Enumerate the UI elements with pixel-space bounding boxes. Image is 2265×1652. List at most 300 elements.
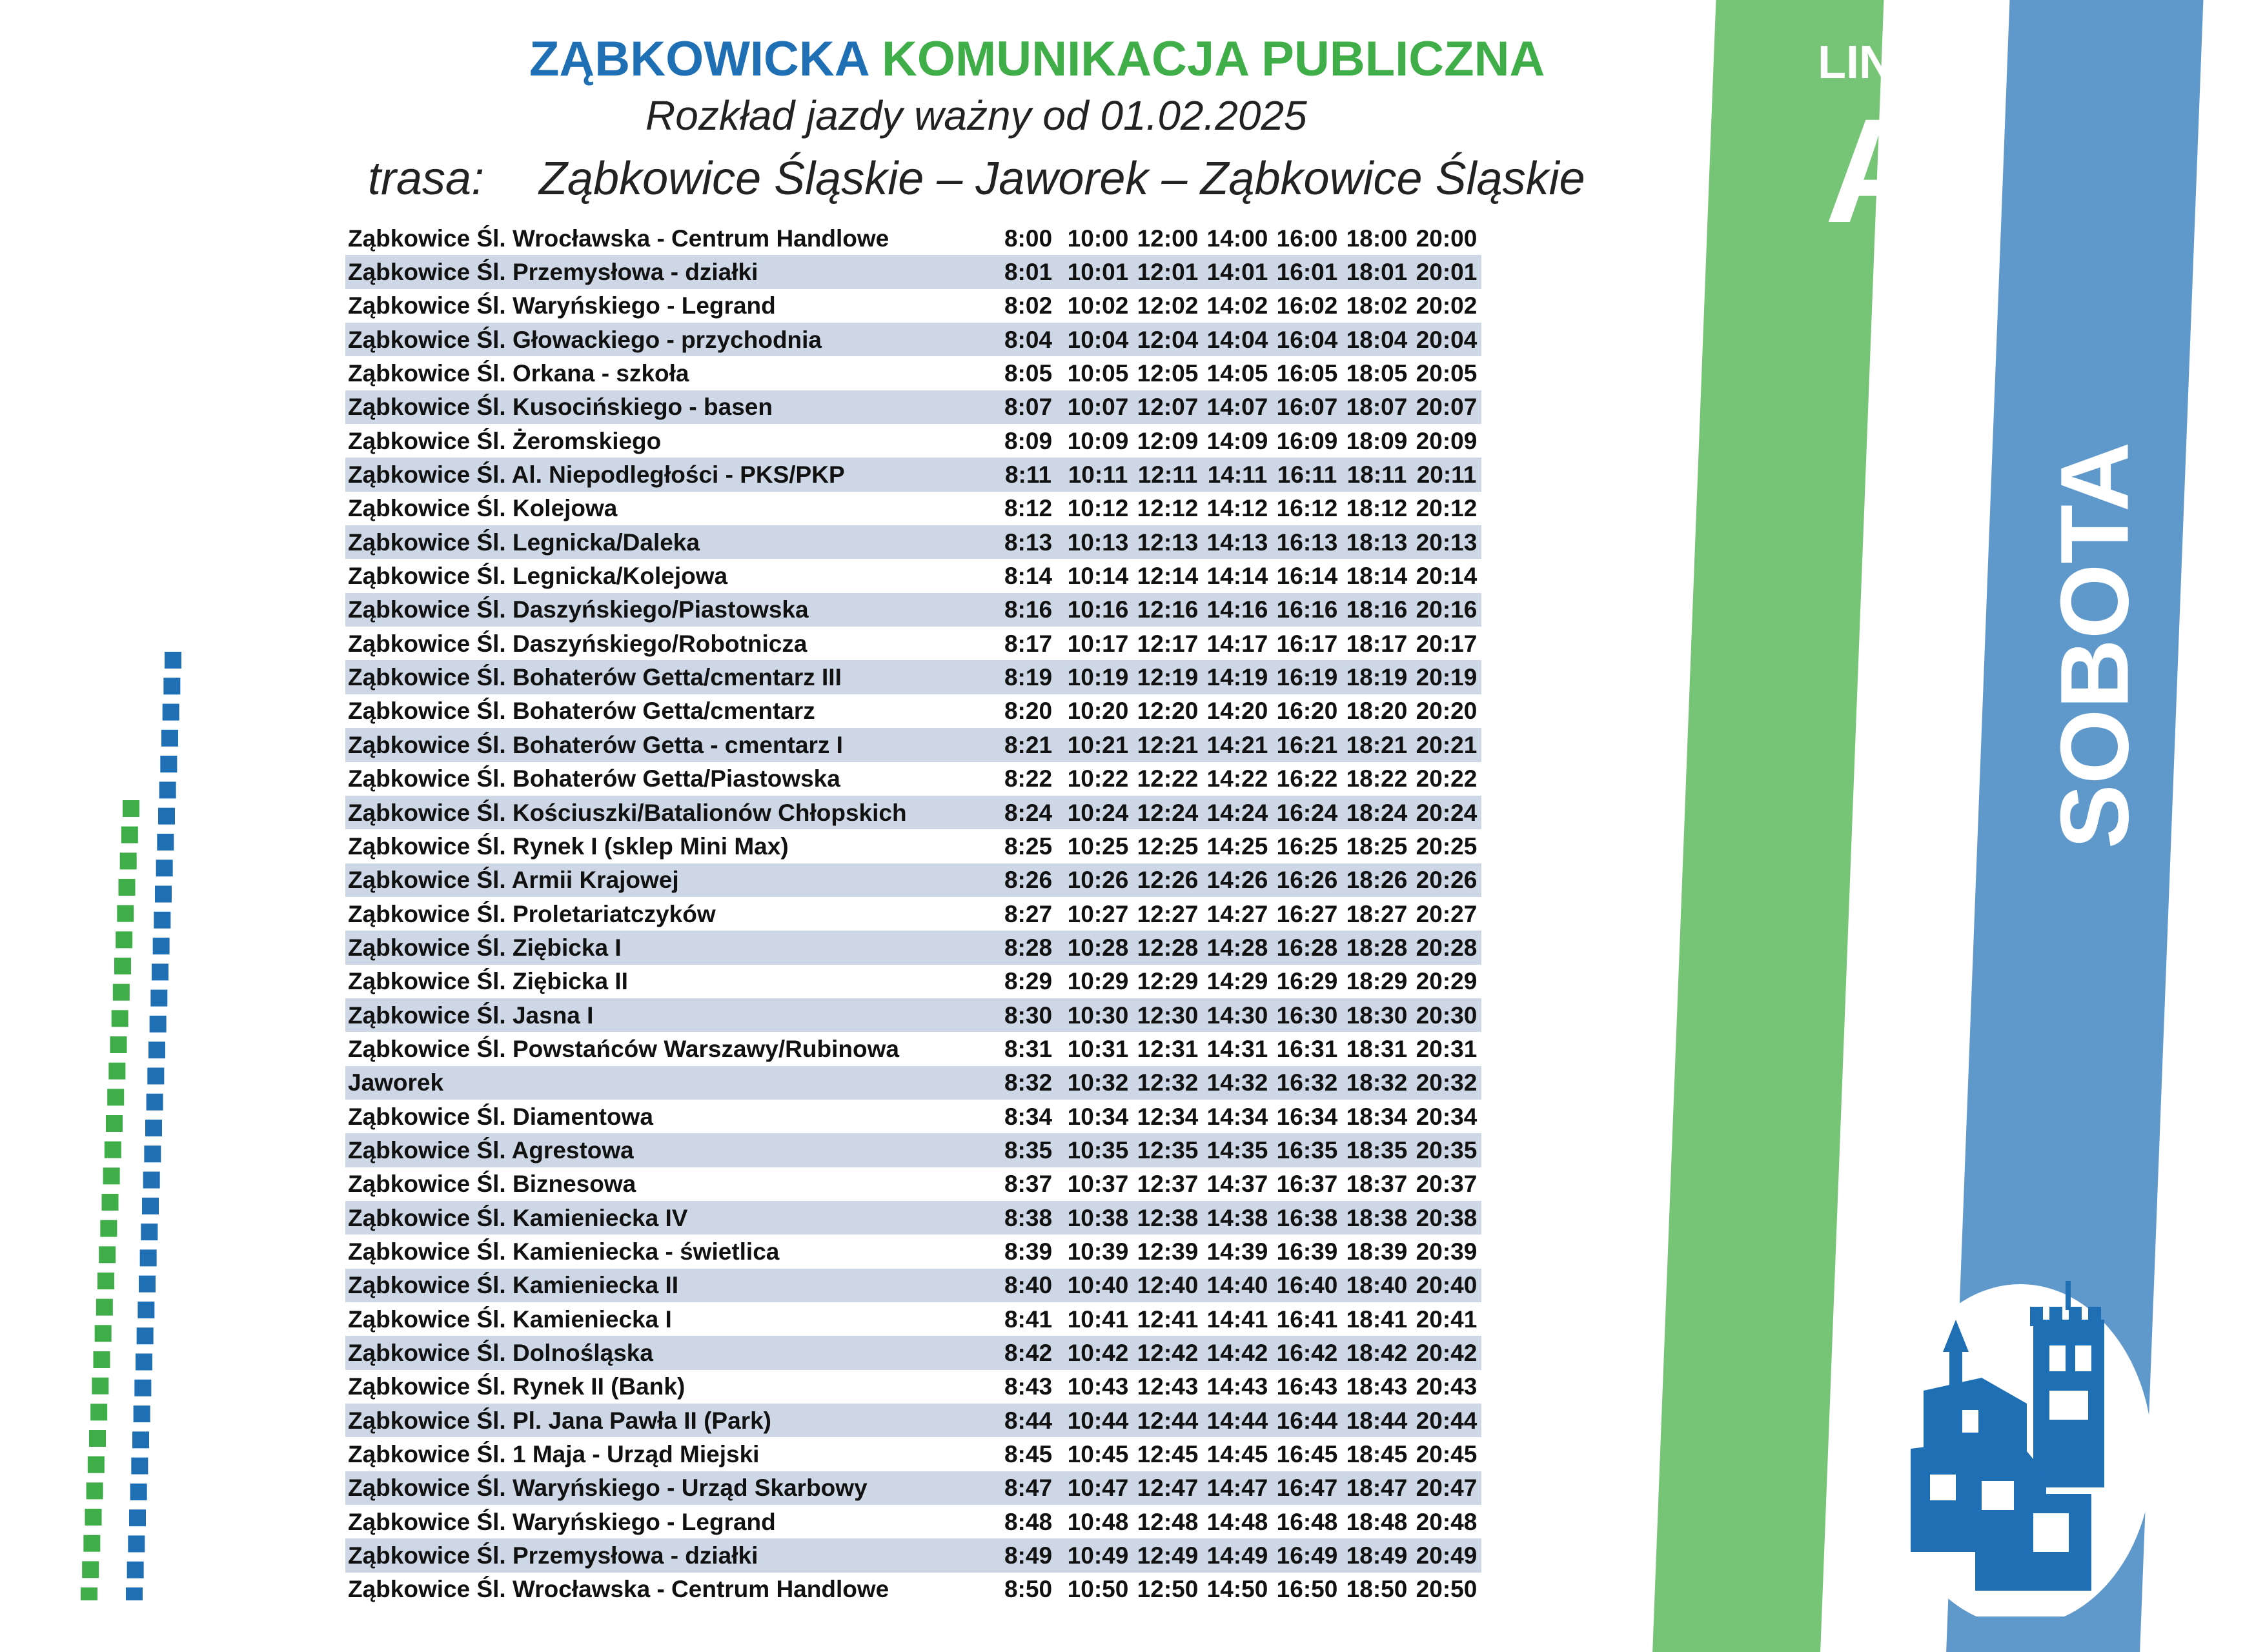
departure-time: 10:28 [1063,931,1133,964]
table-row [345,796,1481,829]
departure-time: 18:27 [1346,900,1408,927]
stop-name: Ząbkowice Śl. Kamieniecka II [345,1269,993,1302]
table-row [345,829,1481,863]
departure-time: 20:41 [1416,1305,1478,1333]
departure-time: 18:20 [1346,698,1408,725]
departure-time: 20:49 [1412,1538,1481,1572]
departure-time: 14:05 [1206,360,1268,387]
title-part-blue: ZĄBKOWICKA [529,32,868,86]
departure-time: 10:02 [1067,292,1129,319]
departure-time: 16:47 [1272,1471,1342,1505]
departure-time: 18:28 [1342,931,1412,964]
departure-time: 12:49 [1133,1538,1203,1572]
departure-time: 16:22 [1276,765,1338,792]
dot [92,1378,108,1395]
departure-time: 14:48 [1206,1508,1268,1535]
departure-time: 18:13 [1342,525,1412,559]
departure-time: 18:24 [1342,796,1412,829]
dot [150,990,167,1007]
stop-name: Ząbkowice Śl. Przemysłowa - działki [345,1538,993,1572]
departure-time: 8:05 [1004,360,1053,387]
dot [147,1067,164,1084]
departure-time: 10:04 [1063,323,1133,356]
departure-time: 12:43 [1137,1373,1199,1400]
departure-time: 10:41 [1067,1305,1129,1333]
departure-time: 12:45 [1137,1441,1199,1468]
departure-time: 16:02 [1276,292,1338,319]
departure-time: 10:43 [1067,1373,1129,1400]
dot [108,1063,125,1080]
departure-time: 18:01 [1342,255,1412,288]
dot [129,1509,146,1526]
departure-time: 8:42 [993,1336,1063,1369]
departure-time: 16:01 [1272,255,1342,288]
departure-time: 20:19 [1412,660,1481,694]
dot [126,1587,143,1600]
departure-time: 20:34 [1416,1103,1478,1130]
dot [121,827,138,843]
departure-time: 20:31 [1416,1035,1478,1062]
departure-time: 18:35 [1342,1133,1412,1167]
stop-name: Ząbkowice Śl. Głowackiego - przychodnia [345,323,993,356]
departure-time: 10:42 [1063,1336,1133,1369]
departure-time: 12:42 [1133,1336,1203,1369]
departure-time: 14:28 [1203,931,1272,964]
table-row [345,1234,1481,1268]
table-row [345,356,1481,390]
departure-time: 20:24 [1412,796,1481,829]
departure-time: 20:01 [1412,255,1481,288]
departure-time: 18:42 [1342,1336,1412,1369]
departure-time: 10:25 [1067,832,1129,860]
dot [82,1561,99,1578]
table-row [345,289,1481,323]
departure-time: 18:26 [1342,863,1412,897]
departure-time: 12:32 [1133,1066,1203,1100]
stop-name: Ząbkowice Śl. Kamieniecka IV [345,1201,993,1234]
departure-time: 10:29 [1067,968,1129,995]
departure-time: 10:44 [1063,1404,1133,1437]
stop-name: Ząbkowice Śl. Kusocińskiego - basen [345,390,993,424]
stop-name: Ząbkowice Śl. Kościuszki/Batalionów Chłopskich [345,796,993,829]
departure-time: 18:09 [1346,427,1408,454]
departure-time: 16:45 [1276,1441,1338,1468]
departure-time: 14:25 [1206,832,1268,860]
departure-time: 10:30 [1063,998,1133,1032]
departure-time: 14:12 [1206,495,1268,522]
departure-time: 18:00 [1346,225,1408,252]
departure-time: 8:19 [993,660,1063,694]
departure-time: 16:28 [1272,931,1342,964]
dot [88,1456,105,1473]
table-row [345,255,1481,288]
departure-time: 14:02 [1206,292,1268,319]
route-label: trasa: [368,153,485,205]
table-row [345,1471,1481,1505]
departure-time: 18:44 [1342,1404,1412,1437]
stop-name: Ząbkowice Śl. 1 Maja - Urząd Miejski [348,1441,760,1468]
stop-name: Ząbkowice Śl. Pl. Jana Pawła II (Park) [345,1404,993,1437]
table-row [345,1437,1481,1471]
departure-time: 14:07 [1203,390,1272,424]
departure-time: 18:21 [1342,728,1412,761]
dot [105,1142,121,1158]
departure-time: 14:13 [1203,525,1272,559]
departure-time: 10:39 [1067,1238,1129,1265]
dot [96,1299,113,1316]
dot [137,1327,154,1344]
departure-time: 10:37 [1067,1171,1129,1198]
dot [106,1115,123,1132]
table-row [345,1404,1481,1437]
departure-time: 18:39 [1346,1238,1408,1265]
departure-time: 18:47 [1342,1471,1412,1505]
departure-time: 16:43 [1276,1373,1338,1400]
departure-time: 16:42 [1272,1336,1342,1369]
departure-time: 8:16 [993,593,1063,627]
departure-time: 10:48 [1067,1508,1129,1535]
table-row [345,1573,1481,1606]
dot [114,958,131,974]
stop-name: Ząbkowice Śl. Agrestowa [345,1133,993,1167]
dot [81,1587,97,1600]
departure-time: 12:50 [1137,1576,1199,1603]
departure-time: 10:32 [1063,1066,1133,1100]
dot [163,678,180,694]
table-row [345,728,1481,761]
departure-time: 10:27 [1067,900,1129,927]
departure-time: 14:30 [1203,998,1272,1032]
departure-time: 8:30 [993,998,1063,1032]
departure-time: 8:20 [1004,698,1053,725]
departure-time: 16:00 [1276,225,1338,252]
departure-time: 14:29 [1206,968,1268,995]
departure-time: 14:11 [1203,458,1272,491]
dot [103,1167,120,1184]
departure-time: 20:39 [1416,1238,1478,1265]
departure-time: 12:07 [1133,390,1203,424]
departure-time: 20:40 [1412,1269,1481,1302]
departure-time: 20:30 [1412,998,1481,1032]
departure-time: 8:11 [993,458,1063,491]
departure-time: 16:25 [1276,832,1338,860]
departure-time: 14:50 [1206,1576,1268,1603]
departure-time: 10:22 [1067,765,1129,792]
dot [145,1120,162,1136]
departure-time: 12:40 [1133,1269,1203,1302]
departure-time: 18:41 [1346,1305,1408,1333]
table-row [345,1505,1481,1538]
departure-time: 16:26 [1272,863,1342,897]
departure-time: 20:42 [1412,1336,1481,1369]
departure-time: 16:04 [1272,323,1342,356]
departure-time: 8:07 [993,390,1063,424]
departure-time: 14:19 [1203,660,1272,694]
departure-time: 18:37 [1346,1171,1408,1198]
stop-name: Ząbkowice Śl. Jasna I [345,998,993,1032]
departure-time: 16:27 [1276,900,1338,927]
departure-time: 12:05 [1137,360,1199,387]
departure-time: 14:44 [1203,1404,1272,1437]
table-row [345,458,1481,491]
table-row [345,694,1481,728]
dot [110,1036,127,1053]
timetable [345,221,1481,1606]
dot [131,1458,148,1475]
green-dotted-line [81,800,139,1600]
dot [123,800,139,817]
dot [120,852,137,869]
departure-time: 12:02 [1137,292,1199,319]
dot [161,730,178,747]
departure-time: 14:16 [1203,593,1272,627]
table-row [345,762,1481,796]
departure-time: 12:26 [1133,863,1203,897]
departure-time: 10:09 [1067,427,1129,454]
departure-time: 12:25 [1137,832,1199,860]
departure-time: 10:49 [1063,1538,1133,1572]
departure-time: 14:17 [1206,630,1268,657]
departure-time: 10:31 [1067,1035,1129,1062]
departure-time: 10:20 [1067,698,1129,725]
table-row [345,965,1481,998]
departure-time: 16:49 [1272,1538,1342,1572]
departure-time: 16:12 [1276,495,1338,522]
table-row [345,390,1481,424]
departure-time: 20:09 [1416,427,1478,454]
departure-time: 12:35 [1133,1133,1203,1167]
departure-time: 10:13 [1063,525,1133,559]
departure-time: 8:14 [1004,563,1053,590]
page-title [529,31,1545,87]
departure-time: 12:16 [1133,593,1203,627]
table-row [345,897,1481,931]
departure-time: 18:43 [1346,1373,1408,1400]
departure-time: 20:38 [1412,1201,1481,1234]
dot [112,1010,128,1027]
departure-time: 8:27 [1004,900,1053,927]
dot [100,1220,117,1237]
departure-time: 8:28 [993,931,1063,964]
departure-time: 16:30 [1272,998,1342,1032]
departure-time: 18:19 [1342,660,1412,694]
table-row [345,1302,1481,1336]
departure-time: 20:47 [1412,1471,1481,1505]
table-row [345,323,1481,356]
stop-name: Ząbkowice Śl. Waryńskiego - Urząd Skarbowy [345,1471,993,1505]
departure-time: 16:07 [1272,390,1342,424]
stop-name: Ząbkowice Śl. Bohaterów Getta/cmentarz [348,698,815,725]
dot [89,1430,106,1447]
departure-time: 14:20 [1206,698,1268,725]
departure-time: 20:50 [1416,1576,1478,1603]
dot [157,834,174,851]
departure-time: 8:45 [1004,1441,1053,1468]
departure-time: 8:04 [993,323,1063,356]
dot [127,1562,144,1578]
departure-time: 18:22 [1346,765,1408,792]
stop-name: Ząbkowice Śl. Kamieniecka I [348,1305,672,1333]
dot [155,886,172,903]
dot [144,1145,161,1162]
departure-time: 14:01 [1203,255,1272,288]
table-row [345,1370,1481,1404]
dot [119,879,136,896]
dot [137,1302,154,1318]
departure-time: 10:40 [1063,1269,1133,1302]
dot [117,905,134,922]
departure-time: 14:47 [1203,1471,1272,1505]
stop-name: Ząbkowice Śl. Biznesowa [348,1171,636,1198]
departure-time: 8:12 [1004,495,1053,522]
day-label: SOBOTA [2040,441,2149,849]
departure-time: 16:39 [1276,1238,1338,1265]
departure-time: 14:38 [1203,1201,1272,1234]
departure-time: 14:35 [1203,1133,1272,1167]
stop-name: Ząbkowice Śl. Al. Niepodległości - PKS/PKP [345,458,993,491]
departure-time: 10:45 [1067,1441,1129,1468]
route: Ząbkowice Śląskie – Jaworek – Ząbkowice Śląskie [539,153,1585,205]
dot [142,1198,159,1214]
departure-time: 12:20 [1137,698,1199,725]
dot [143,1172,160,1189]
departure-time: 10:24 [1063,796,1133,829]
dot [134,1405,150,1422]
dot [150,1016,167,1032]
departure-time: 14:49 [1203,1538,1272,1572]
departure-time: 14:37 [1206,1171,1268,1198]
dot [134,1380,151,1396]
stop-name: Ząbkowice Śl. Wrocławska - Centrum Handlowe [348,225,889,252]
departure-time: 16:19 [1272,660,1342,694]
table-row [345,1269,1481,1302]
departure-time: 18:07 [1342,390,1412,424]
departure-time: 18:02 [1346,292,1408,319]
departure-time: 8:48 [1004,1508,1053,1535]
table-row [345,1133,1481,1167]
departure-time: 14:00 [1206,225,1268,252]
departure-time: 20:20 [1416,698,1478,725]
line-letter: A [1824,88,1933,254]
departure-time: 12:22 [1137,765,1199,792]
stop-name: Ząbkowice Śl. Bohaterów Getta/cmentarz III [345,660,993,694]
stop-name: Ząbkowice Śl. Ziębicka II [348,968,628,995]
departure-time: 10:19 [1063,660,1133,694]
departure-time: 12:48 [1137,1508,1199,1535]
stop-name: Ząbkowice Śl. Przemysłowa - działki [345,255,993,288]
departure-time: 12:14 [1137,563,1199,590]
stop-name: Ząbkowice Śl. Proletariatczyków [348,900,716,927]
departure-time: 14:42 [1203,1336,1272,1369]
departure-time: 12:11 [1133,458,1203,491]
dot [156,860,173,876]
departure-time: 12:47 [1133,1471,1203,1505]
dot [154,912,170,929]
dot [128,1535,145,1552]
dot [102,1194,119,1211]
departure-time: 12:04 [1133,323,1203,356]
departure-time: 8:13 [993,525,1063,559]
departure-time: 14:14 [1206,563,1268,590]
departure-time: 20:17 [1416,630,1478,657]
departure-time: 12:34 [1137,1103,1199,1130]
departure-time: 10:26 [1063,863,1133,897]
departure-time: 14:24 [1203,796,1272,829]
departure-time: 8:40 [993,1269,1063,1302]
departure-time: 12:38 [1133,1201,1203,1234]
departure-time: 12:00 [1137,225,1199,252]
departure-time: 8:44 [993,1404,1063,1437]
departure-time: 8:49 [993,1538,1063,1572]
line-label: LINIA [1818,37,1939,88]
departure-time: 10:16 [1063,593,1133,627]
departure-time: 20:07 [1412,390,1481,424]
validity-date: Rozkład jazdy ważny od 01.02.2025 [645,92,1307,139]
departure-time: 16:38 [1272,1201,1342,1234]
departure-time: 20:21 [1412,728,1481,761]
departure-time: 20:25 [1416,832,1478,860]
departure-time: 20:27 [1416,900,1478,927]
departure-time: 12:31 [1137,1035,1199,1062]
departure-time: 14:04 [1203,323,1272,356]
departure-time: 18:49 [1342,1538,1412,1572]
departure-time: 14:26 [1203,863,1272,897]
table-row [345,1538,1481,1572]
stop-name: Ząbkowice Śl. Waryńskiego - Legrand [348,1508,776,1535]
departure-time: 8:38 [993,1201,1063,1234]
departure-time: 8:01 [993,255,1063,288]
dot [86,1482,103,1499]
departure-time: 16:24 [1272,796,1342,829]
departure-time: 16:05 [1276,360,1338,387]
table-row [345,1066,1481,1100]
departure-time: 8:50 [1004,1576,1053,1603]
departure-time: 10:01 [1063,255,1133,288]
departure-time: 14:40 [1203,1269,1272,1302]
stop-name: Ząbkowice Śl. Legnicka/Kolejowa [348,563,728,590]
dot [132,1431,149,1448]
stop-name: Ząbkowice Śl. Legnicka/Daleka [345,525,993,559]
departure-time: 8:41 [1004,1305,1053,1333]
departure-time: 12:41 [1137,1305,1199,1333]
departure-time: 8:34 [1004,1103,1053,1130]
table-row [345,863,1481,897]
stop-name: Ząbkowice Śl. Bohaterów Getta - cmentarz I [345,728,993,761]
departure-time: 8:32 [993,1066,1063,1100]
departure-time: 10:47 [1063,1471,1133,1505]
departure-time: 10:35 [1063,1133,1133,1167]
departure-time: 14:41 [1206,1305,1268,1333]
table-row [345,1100,1481,1133]
departure-time: 10:00 [1067,225,1129,252]
departure-time: 14:34 [1206,1103,1268,1130]
departure-time: 14:32 [1203,1066,1272,1100]
stop-name: Ząbkowice Śl. Daszyńskiego/Piastowska [345,593,993,627]
departure-time: 8:26 [993,863,1063,897]
departure-time: 18:45 [1346,1441,1408,1468]
departure-time: 12:30 [1133,998,1203,1032]
dot [94,1351,110,1368]
departure-time: 8:39 [1004,1238,1053,1265]
departure-time: 16:09 [1276,427,1338,454]
departure-time: 20:14 [1416,563,1478,590]
departure-time: 20:02 [1416,292,1478,319]
departure-time: 20:48 [1416,1508,1478,1535]
departure-time: 10:34 [1067,1103,1129,1130]
departure-time: 16:34 [1276,1103,1338,1130]
stop-name: Ząbkowice Śl. Waryńskiego - Legrand [348,292,776,319]
departure-time: 8:21 [993,728,1063,761]
